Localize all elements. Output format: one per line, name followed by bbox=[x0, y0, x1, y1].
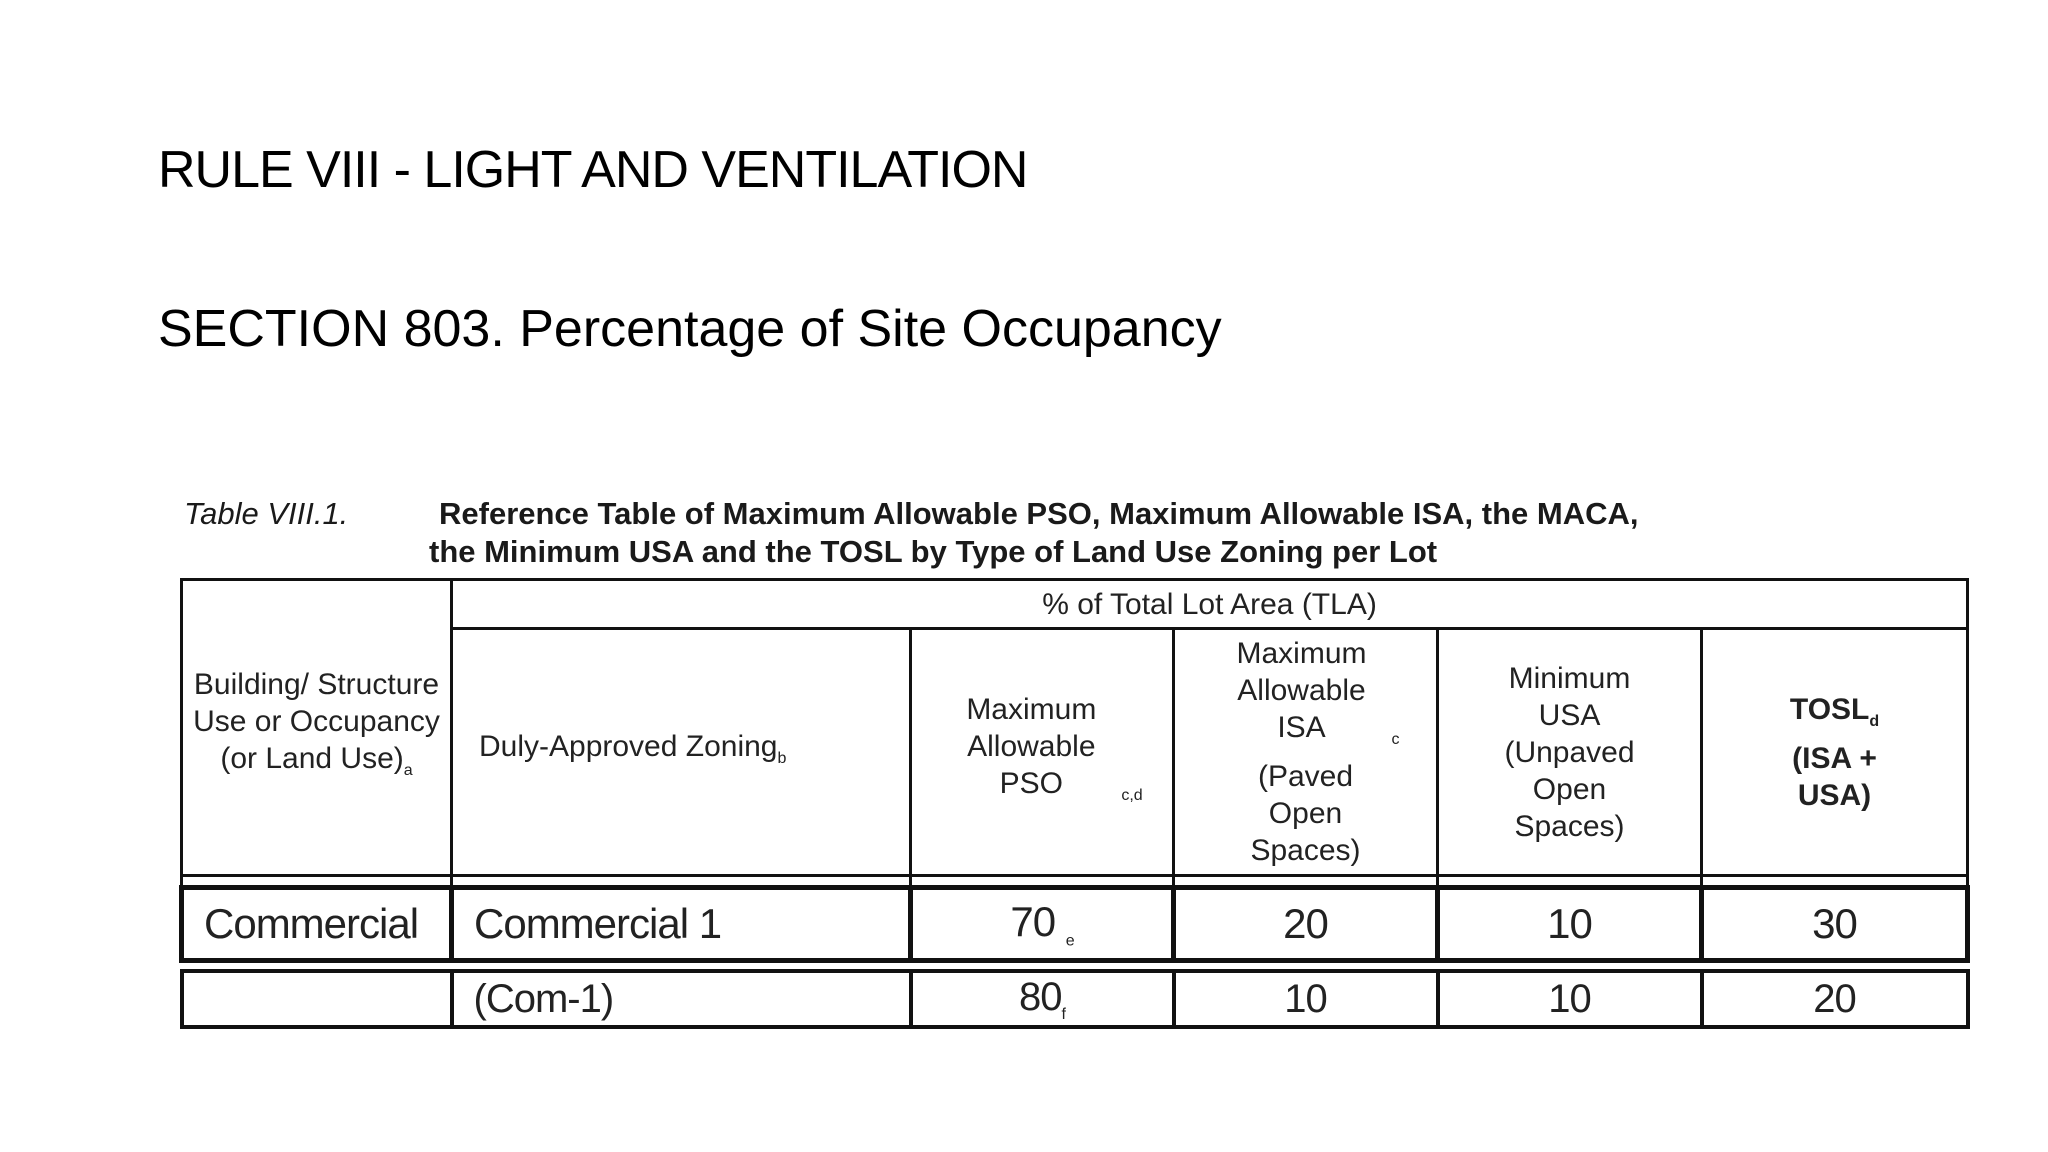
header-zoning-label: Duly-Approved Zoning bbox=[479, 729, 778, 763]
header-isa bbox=[1174, 629, 1438, 876]
table-caption-line1: Reference Table of Maximum Allowable PSO, Maximum Allowable ISA, the MACA, bbox=[439, 496, 1639, 531]
header-zoning-sub: b bbox=[777, 749, 787, 767]
header-tla: % of Total Lot Area (TLA) bbox=[452, 580, 1968, 629]
header-use-sub: a bbox=[403, 762, 413, 779]
cell-zoning: Commercial 1 bbox=[452, 888, 911, 961]
header-usa bbox=[1438, 629, 1702, 876]
cell-use bbox=[182, 971, 452, 1027]
table-row bbox=[182, 888, 1968, 961]
cell-tosl: 30 bbox=[1702, 888, 1968, 961]
cell-pso-value: 80 bbox=[1019, 974, 1062, 1019]
table-caption-label: Table VIII.1. bbox=[184, 496, 349, 531]
reference-table bbox=[179, 578, 1970, 1029]
header-isa-label: Maximum Allowable ISA bbox=[1236, 637, 1367, 744]
header-pso-sub: c,d bbox=[1121, 786, 1143, 804]
header-use bbox=[182, 580, 452, 876]
header-isa-note: (Paved Open Spaces) bbox=[1250, 760, 1361, 867]
cell-zoning: (Com-1) bbox=[452, 971, 911, 1027]
header-usa-line2: USA bbox=[1538, 698, 1601, 732]
spacer-cell bbox=[1438, 876, 1702, 888]
header-tosl-label: TOSL bbox=[1789, 692, 1870, 726]
spacer-cell bbox=[1174, 876, 1438, 888]
header-zoning bbox=[452, 629, 911, 876]
gap-cell bbox=[182, 961, 1968, 972]
table-caption bbox=[184, 494, 1984, 572]
slide-title: RULE VIII - LIGHT AND VENTILATION bbox=[158, 141, 1028, 199]
header-use-label: Building/ Structure Use or Occupancy (or Land Use) bbox=[193, 668, 440, 775]
spacer-cell bbox=[452, 876, 911, 888]
cell-pso-note: e bbox=[1065, 932, 1074, 950]
cell-isa: 10 bbox=[1174, 971, 1438, 1027]
spacer-cell bbox=[911, 876, 1174, 888]
table-group-header-row bbox=[182, 580, 1968, 629]
cell-pso-value: 70 bbox=[1010, 897, 1056, 945]
header-tosl-sub: d bbox=[1869, 712, 1880, 730]
cell-pso bbox=[911, 971, 1174, 1027]
cell-tosl: 20 bbox=[1702, 971, 1968, 1027]
spacer-cell bbox=[182, 876, 452, 888]
header-usa-note: (Unpaved Open Spaces) bbox=[1504, 735, 1635, 843]
spacer-cell bbox=[1702, 876, 1968, 888]
table-gap-row bbox=[182, 961, 1968, 972]
header-isa-sub: c bbox=[1391, 731, 1400, 748]
cell-usa: 10 bbox=[1438, 971, 1702, 1027]
cell-pso bbox=[911, 888, 1174, 961]
cell-usa: 10 bbox=[1438, 888, 1702, 961]
cell-pso-note: f bbox=[1061, 1005, 1065, 1023]
table-row bbox=[182, 971, 1968, 1027]
table-spacer-row bbox=[182, 876, 1968, 888]
header-pso bbox=[911, 629, 1174, 876]
header-tosl-note: (ISA + USA) bbox=[1792, 741, 1877, 812]
header-tosl bbox=[1702, 629, 1968, 876]
header-pso-label: Maximum Allowable PSO bbox=[966, 692, 1097, 800]
header-usa-line1: Minimum bbox=[1508, 661, 1631, 695]
cell-isa: 20 bbox=[1174, 888, 1438, 961]
table-caption-line2: the Minimum USA and the TOSL by Type of Land Use Zoning per Lot bbox=[429, 534, 1438, 569]
section-heading: SECTION 803. Percentage of Site Occupancy bbox=[158, 300, 1222, 358]
cell-use: Commercial bbox=[182, 888, 452, 961]
